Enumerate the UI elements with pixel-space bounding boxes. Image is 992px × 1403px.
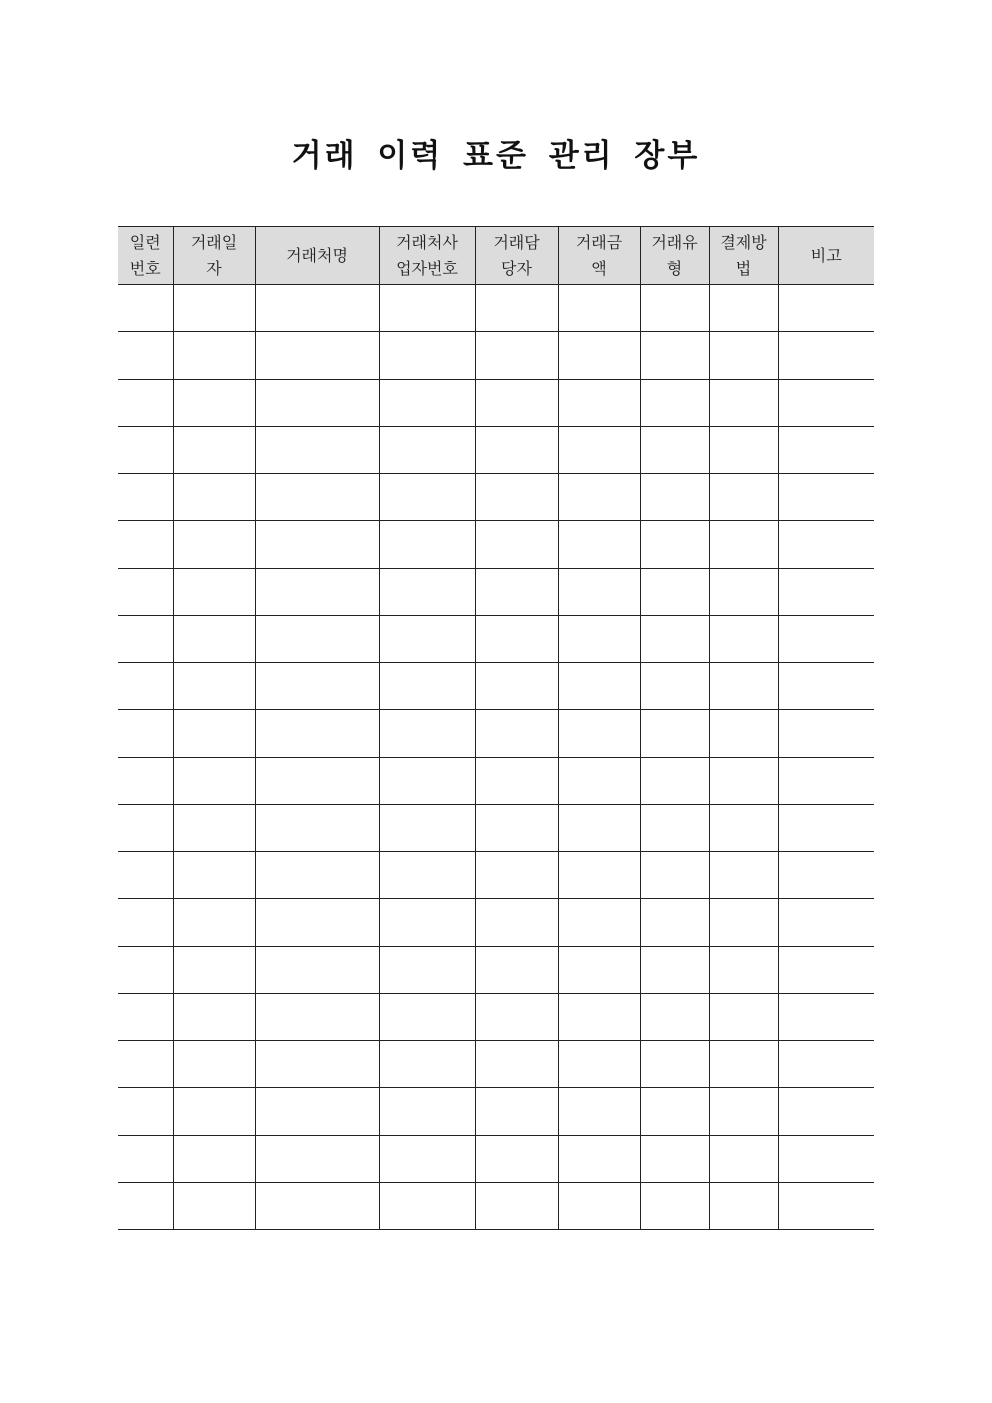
table-cell[interactable] bbox=[709, 615, 778, 662]
table-row bbox=[118, 804, 874, 851]
header-transaction-date: 거래일 자 bbox=[173, 227, 255, 285]
table-cell[interactable] bbox=[475, 379, 558, 426]
table-cell[interactable] bbox=[778, 521, 874, 568]
table-cell[interactable] bbox=[709, 426, 778, 473]
table-cell[interactable] bbox=[709, 474, 778, 521]
table-cell[interactable] bbox=[558, 757, 640, 804]
table-cell[interactable] bbox=[255, 1135, 379, 1182]
table-cell[interactable] bbox=[379, 521, 475, 568]
table-cell[interactable] bbox=[709, 379, 778, 426]
table-cell[interactable] bbox=[709, 993, 778, 1040]
table-cell[interactable] bbox=[255, 474, 379, 521]
table-cell[interactable] bbox=[778, 1182, 874, 1229]
table-cell[interactable] bbox=[118, 474, 173, 521]
table-cell[interactable] bbox=[709, 946, 778, 993]
table-cell[interactable] bbox=[475, 426, 558, 473]
table-cell[interactable] bbox=[379, 285, 475, 332]
table-cell[interactable] bbox=[709, 663, 778, 710]
table-cell[interactable] bbox=[709, 1182, 778, 1229]
table-cell[interactable] bbox=[475, 568, 558, 615]
table-cell[interactable] bbox=[778, 757, 874, 804]
table-row bbox=[118, 710, 874, 757]
table-cell[interactable] bbox=[173, 757, 255, 804]
table-cell[interactable] bbox=[778, 615, 874, 662]
header-serial-number: 일련 번호 bbox=[118, 227, 173, 285]
table-cell[interactable] bbox=[640, 757, 709, 804]
table-cell[interactable] bbox=[640, 379, 709, 426]
table-cell[interactable] bbox=[379, 804, 475, 851]
table-cell[interactable] bbox=[379, 474, 475, 521]
table-cell[interactable] bbox=[640, 663, 709, 710]
table-cell[interactable] bbox=[379, 1182, 475, 1229]
table-cell[interactable] bbox=[778, 426, 874, 473]
table-cell[interactable] bbox=[475, 852, 558, 899]
table-row bbox=[118, 1041, 874, 1088]
table-cell[interactable] bbox=[173, 1088, 255, 1135]
table-cell[interactable] bbox=[173, 285, 255, 332]
header-payment-method: 결제방 법 bbox=[709, 227, 778, 285]
header-transaction-type: 거래유 형 bbox=[640, 227, 709, 285]
table-cell[interactable] bbox=[709, 285, 778, 332]
table-cell[interactable] bbox=[255, 663, 379, 710]
table-cell[interactable] bbox=[778, 804, 874, 851]
table-cell[interactable] bbox=[255, 757, 379, 804]
table-cell[interactable] bbox=[255, 1182, 379, 1229]
table-cell[interactable] bbox=[118, 663, 173, 710]
table-cell[interactable] bbox=[118, 710, 173, 757]
header-client-business-number: 거래처사 업자번호 bbox=[379, 227, 475, 285]
table-cell[interactable] bbox=[558, 1135, 640, 1182]
table-cell[interactable] bbox=[173, 474, 255, 521]
table-cell[interactable] bbox=[379, 993, 475, 1040]
header-contact-person: 거래담 당자 bbox=[475, 227, 558, 285]
document-title: 거래 이력 표준 관리 장부 bbox=[291, 138, 701, 174]
table-cell[interactable] bbox=[709, 521, 778, 568]
table-cell[interactable] bbox=[118, 993, 173, 1040]
table-cell[interactable] bbox=[778, 1041, 874, 1088]
table-row bbox=[118, 1135, 874, 1182]
table-cell[interactable] bbox=[709, 1041, 778, 1088]
table-cell[interactable] bbox=[475, 521, 558, 568]
table-cell[interactable] bbox=[558, 615, 640, 662]
table-row bbox=[118, 663, 874, 710]
table-cell[interactable] bbox=[475, 1088, 558, 1135]
table-cell[interactable] bbox=[778, 710, 874, 757]
table-cell[interactable] bbox=[118, 379, 173, 426]
table-cell[interactable] bbox=[475, 615, 558, 662]
table-cell[interactable] bbox=[778, 285, 874, 332]
table-cell[interactable] bbox=[709, 757, 778, 804]
table-cell[interactable] bbox=[173, 332, 255, 379]
header-client-name: 거래처명 bbox=[255, 227, 379, 285]
table-cell[interactable] bbox=[640, 899, 709, 946]
table-cell[interactable] bbox=[709, 332, 778, 379]
table-cell[interactable] bbox=[255, 521, 379, 568]
table-cell[interactable] bbox=[173, 993, 255, 1040]
table-cell[interactable] bbox=[118, 757, 173, 804]
table-row bbox=[118, 474, 874, 521]
table-row bbox=[118, 426, 874, 473]
table-cell[interactable] bbox=[379, 615, 475, 662]
table-cell[interactable] bbox=[778, 474, 874, 521]
table-cell[interactable] bbox=[379, 379, 475, 426]
table-cell[interactable] bbox=[640, 285, 709, 332]
table-cell[interactable] bbox=[255, 615, 379, 662]
table-cell[interactable] bbox=[558, 663, 640, 710]
table-cell[interactable] bbox=[118, 1088, 173, 1135]
table-cell[interactable] bbox=[640, 852, 709, 899]
table-row bbox=[118, 285, 874, 332]
table-cell[interactable] bbox=[379, 946, 475, 993]
table-cell[interactable] bbox=[255, 710, 379, 757]
table-cell[interactable] bbox=[640, 615, 709, 662]
table-cell[interactable] bbox=[118, 332, 173, 379]
table-cell[interactable] bbox=[709, 568, 778, 615]
table-cell[interactable] bbox=[778, 1135, 874, 1182]
table-cell[interactable] bbox=[558, 899, 640, 946]
table-cell[interactable] bbox=[475, 757, 558, 804]
table-cell[interactable] bbox=[475, 993, 558, 1040]
table-cell[interactable] bbox=[379, 663, 475, 710]
table-cell[interactable] bbox=[118, 1041, 173, 1088]
table-cell[interactable] bbox=[778, 568, 874, 615]
table-row bbox=[118, 993, 874, 1040]
table-cell[interactable] bbox=[173, 710, 255, 757]
table-cell[interactable] bbox=[640, 1135, 709, 1182]
table-cell[interactable] bbox=[255, 1041, 379, 1088]
table-cell[interactable] bbox=[558, 379, 640, 426]
table-row bbox=[118, 521, 874, 568]
header-transaction-amount: 거래금 액 bbox=[558, 227, 640, 285]
table-cell[interactable] bbox=[173, 852, 255, 899]
transaction-ledger-table bbox=[118, 226, 874, 1230]
table-cell[interactable] bbox=[173, 1182, 255, 1229]
header-remarks: 비고 bbox=[778, 227, 874, 285]
table-cell[interactable] bbox=[778, 1088, 874, 1135]
table-cell[interactable] bbox=[558, 804, 640, 851]
table-cell[interactable] bbox=[379, 1088, 475, 1135]
table-cell[interactable] bbox=[640, 946, 709, 993]
table-cell[interactable] bbox=[640, 568, 709, 615]
table-cell[interactable] bbox=[640, 993, 709, 1040]
table-cell[interactable] bbox=[255, 568, 379, 615]
table-cell[interactable] bbox=[709, 899, 778, 946]
table-cell[interactable] bbox=[173, 568, 255, 615]
table-row bbox=[118, 1182, 874, 1229]
table-cell[interactable] bbox=[778, 993, 874, 1040]
table-cell[interactable] bbox=[255, 379, 379, 426]
table-row bbox=[118, 568, 874, 615]
table-cell[interactable] bbox=[558, 332, 640, 379]
table-cell[interactable] bbox=[709, 852, 778, 899]
table-row bbox=[118, 1088, 874, 1135]
table-cell[interactable] bbox=[118, 285, 173, 332]
table-cell[interactable] bbox=[475, 1135, 558, 1182]
table-cell[interactable] bbox=[640, 804, 709, 851]
table-cell[interactable] bbox=[558, 568, 640, 615]
table-cell[interactable] bbox=[173, 663, 255, 710]
table-cell[interactable] bbox=[558, 285, 640, 332]
table-row bbox=[118, 946, 874, 993]
table-cell[interactable] bbox=[255, 332, 379, 379]
table-cell[interactable] bbox=[379, 710, 475, 757]
table-cell[interactable] bbox=[709, 710, 778, 757]
table-cell[interactable] bbox=[255, 285, 379, 332]
table-cell[interactable] bbox=[709, 1135, 778, 1182]
table-cell[interactable] bbox=[255, 899, 379, 946]
table-cell[interactable] bbox=[640, 426, 709, 473]
table-cell[interactable] bbox=[558, 426, 640, 473]
table-cell[interactable] bbox=[475, 285, 558, 332]
table-cell[interactable] bbox=[118, 1182, 173, 1229]
table-cell[interactable] bbox=[475, 710, 558, 757]
table-cell[interactable] bbox=[475, 663, 558, 710]
table-cell[interactable] bbox=[558, 852, 640, 899]
table-cell[interactable] bbox=[118, 615, 173, 662]
table-cell[interactable] bbox=[640, 474, 709, 521]
table-cell[interactable] bbox=[379, 899, 475, 946]
table-cell[interactable] bbox=[640, 1182, 709, 1229]
table-cell[interactable] bbox=[255, 1088, 379, 1135]
table-cell[interactable] bbox=[173, 946, 255, 993]
table-cell[interactable] bbox=[255, 804, 379, 851]
table-cell[interactable] bbox=[379, 568, 475, 615]
table-cell[interactable] bbox=[255, 946, 379, 993]
table-cell[interactable] bbox=[558, 993, 640, 1040]
ledger-body bbox=[118, 285, 874, 1230]
table-cell[interactable] bbox=[778, 379, 874, 426]
table-row bbox=[118, 899, 874, 946]
table-cell[interactable] bbox=[379, 852, 475, 899]
table-cell[interactable] bbox=[379, 426, 475, 473]
table-cell[interactable] bbox=[118, 1135, 173, 1182]
table-cell[interactable] bbox=[173, 1041, 255, 1088]
table-cell[interactable] bbox=[118, 568, 173, 615]
table-cell[interactable] bbox=[778, 899, 874, 946]
table-cell[interactable] bbox=[173, 379, 255, 426]
table-cell[interactable] bbox=[640, 332, 709, 379]
table-cell[interactable] bbox=[558, 946, 640, 993]
table-cell[interactable] bbox=[640, 1041, 709, 1088]
table-row bbox=[118, 757, 874, 804]
table-cell[interactable] bbox=[118, 521, 173, 568]
table-cell[interactable] bbox=[118, 899, 173, 946]
table-row bbox=[118, 852, 874, 899]
table-cell[interactable] bbox=[640, 521, 709, 568]
table-cell[interactable] bbox=[558, 474, 640, 521]
table-cell[interactable] bbox=[475, 474, 558, 521]
table-cell[interactable] bbox=[475, 946, 558, 993]
table-cell[interactable] bbox=[475, 804, 558, 851]
table-cell[interactable] bbox=[379, 1041, 475, 1088]
table-cell[interactable] bbox=[558, 1088, 640, 1135]
table-row bbox=[118, 379, 874, 426]
table-cell[interactable] bbox=[558, 1041, 640, 1088]
table-cell[interactable] bbox=[475, 1182, 558, 1229]
table-cell[interactable] bbox=[255, 852, 379, 899]
table-cell[interactable] bbox=[558, 710, 640, 757]
header-row bbox=[118, 227, 874, 285]
table-cell[interactable] bbox=[379, 332, 475, 379]
table-cell[interactable] bbox=[475, 899, 558, 946]
table-cell[interactable] bbox=[558, 1182, 640, 1229]
table-cell[interactable] bbox=[475, 332, 558, 379]
table-cell[interactable] bbox=[173, 521, 255, 568]
table-cell[interactable] bbox=[475, 1041, 558, 1088]
table-cell[interactable] bbox=[778, 663, 874, 710]
table-cell[interactable] bbox=[255, 426, 379, 473]
table-cell[interactable] bbox=[640, 710, 709, 757]
table-cell[interactable] bbox=[379, 757, 475, 804]
table-cell[interactable] bbox=[118, 804, 173, 851]
table-row bbox=[118, 332, 874, 379]
table-cell[interactable] bbox=[778, 946, 874, 993]
table-cell[interactable] bbox=[709, 1088, 778, 1135]
table-cell[interactable] bbox=[173, 1135, 255, 1182]
table-cell[interactable] bbox=[640, 1088, 709, 1135]
table-row bbox=[118, 615, 874, 662]
table-cell[interactable] bbox=[118, 946, 173, 993]
table-cell[interactable] bbox=[778, 332, 874, 379]
table-cell[interactable] bbox=[255, 993, 379, 1040]
table-cell[interactable] bbox=[173, 426, 255, 473]
table-cell[interactable] bbox=[173, 899, 255, 946]
table-cell[interactable] bbox=[118, 852, 173, 899]
table-cell[interactable] bbox=[173, 804, 255, 851]
table-cell[interactable] bbox=[778, 852, 874, 899]
table-cell[interactable] bbox=[379, 1135, 475, 1182]
table-cell[interactable] bbox=[118, 426, 173, 473]
table-cell[interactable] bbox=[558, 521, 640, 568]
table-cell[interactable] bbox=[173, 615, 255, 662]
table-cell[interactable] bbox=[709, 804, 778, 851]
